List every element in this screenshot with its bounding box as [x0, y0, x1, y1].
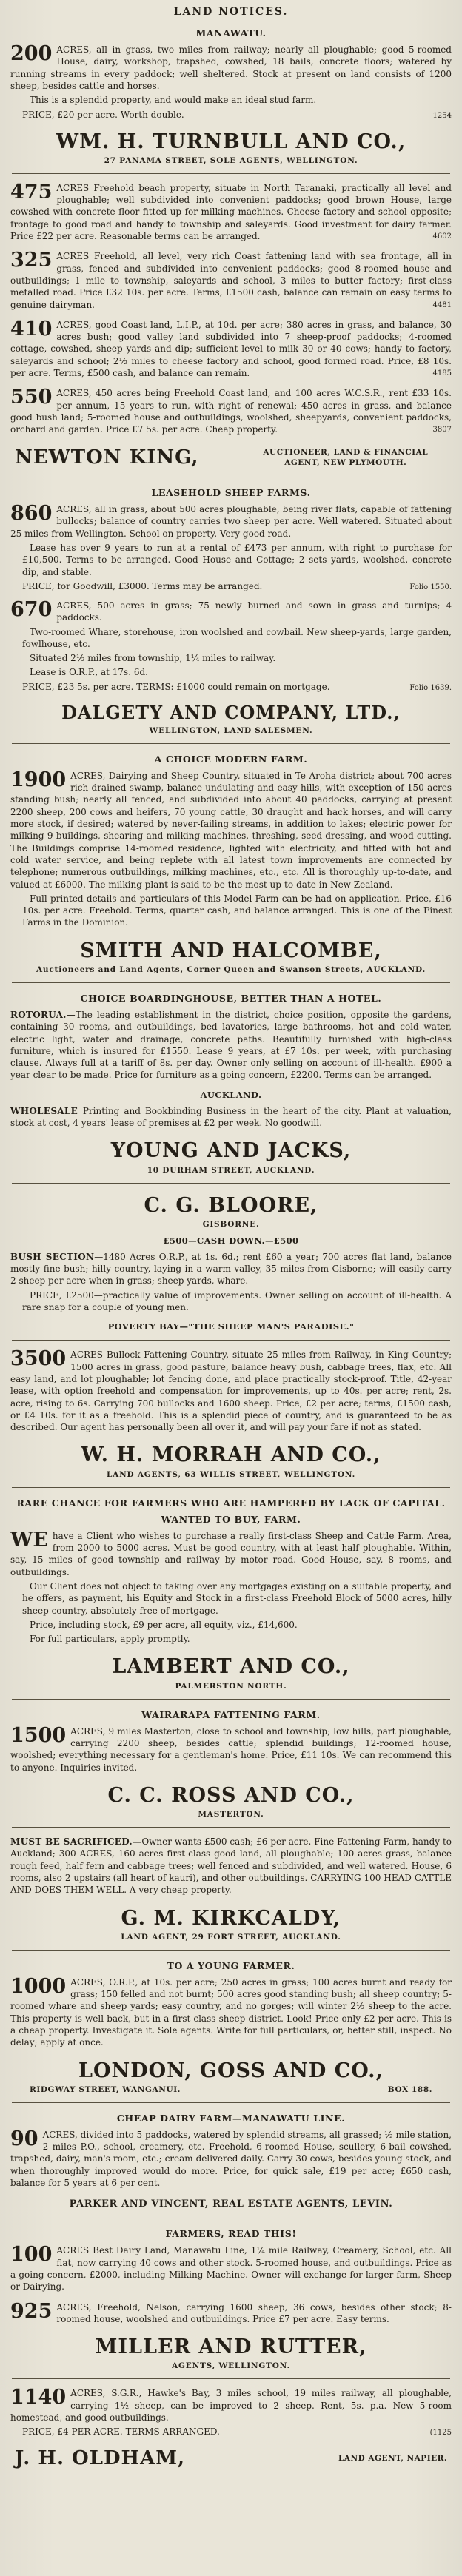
- section-heading: CHOICE BOARDINGHOUSE, BETTER THAN A HOTEL.: [80, 992, 382, 1004]
- ad-ref-number: 4185: [432, 369, 452, 378]
- firm-block: [10, 1195, 452, 1229]
- firm-name: LONDON, GOSS AND CO.,: [78, 2059, 384, 2082]
- acreage-lead: 1500: [10, 1723, 67, 1747]
- classified-ad: [10, 1836, 452, 1896]
- ad-text: 3500 ACRES Bullock Fattening Country, situate 25 miles from Railway, in King Country; 1500 acres in grass, good pasture, balance heavy bush, cabbage trees, flax, etc. All easy land, and lot ploughable; lot fencing done, and place practically stock-proof. Title, 42-year lease, with option freehold and compensation for improvements, up to 40s. per acre; rent, 2s. acre, rising to 6s. Carrying 700 bullocks and 1600 sheep. Price, £2 per acre; terms, £1500 cash, or £4 10s. for it as a freehold. This is a splendid piece of country, and is guaranteed to be as described. Our agent has personally been all over it, and will pay your fare if not as stated.: [10, 1347, 452, 1433]
- ad-lead-word: ROTORUA.—: [10, 1009, 76, 1020]
- firm-block: [10, 131, 452, 165]
- ad-text: 860 ACRES, all in grass, about 500 acres ploughable, being river flats, capable of fattening bullocks; balance of country carries two sheep per acre. Well watered. Situated about 25 miles from Wellington. School on property. Very good road.: [10, 502, 452, 539]
- price-line: [10, 110, 452, 120]
- acreage-lead: 90: [10, 2127, 38, 2150]
- firm-address: PALMERSTON NORTH.: [175, 1681, 287, 1691]
- ad-text: 90 ACRES, divided into 5 paddocks, watered by splendid streams, all grassed; ½ mile station, 2 miles P.O., school, creamery, etc. Freehold, 6-roomed House, scullery, 6-bail cowshed, trapshed, dairy, man's room, etc.; cream delivered daily. Carry 30 cows, besides young stock, and when thoroughly improved would do more. Price, for quick sale, £19 per acre; £650 cash, balance for 5 years at 6 per cent.: [10, 2127, 452, 2188]
- classified-ad: [10, 2387, 452, 2437]
- classified-ad: [10, 597, 452, 692]
- firm-block: [15, 447, 447, 469]
- firm-block: [10, 1656, 452, 1690]
- ad-text: ROTORUA.—The leading establishment in the district, choice position, opposite the gardens, containing 30 rooms, and outbuildings, bed lavatories, large bathrooms, hot and cold water, electric light, water and drainage, concrete paths. Beautifully furnished with high-class furniture, which is insured for £1550. Lease 9 years, at £7 10s. per week, with purchasing clause. Always full at a tariff of 8s. per day. Owner only selling on account of ill-health. £900 a year clear to be made. Price for furniture as a going concern, £2200. Terms can be arranged.: [10, 1009, 452, 1081]
- acreage-lead: 200: [10, 42, 53, 65]
- ad-text: 1500 ACRES, 9 miles Masterton, close to school and township; low hills, part ploughable, carrying 2200 sheep, besides cattle; splendid buildings; 12-roomed house, woolshed; everything necessary for a gentleman's home. Price, £11 10s. We can recommend this to anyone. Inquiries invited.: [10, 1723, 452, 1773]
- section-divider: [12, 1487, 450, 1488]
- price-text: PRICE, £20 per acre. Worth double.: [22, 109, 184, 120]
- firm-name: WM. H. TURNBULL AND CO.,: [56, 130, 406, 153]
- acreage-lead: 1000: [10, 1974, 67, 1998]
- firm-block: [10, 703, 452, 735]
- acreage-lead: 3500: [10, 1347, 67, 1371]
- classified-ad: [10, 1349, 452, 1433]
- section-heading: FARMERS, READ THIS!: [165, 2228, 297, 2240]
- firm-block: [10, 940, 452, 974]
- section-divider: [12, 1699, 450, 1700]
- section-heading: CHEAP DAIRY FARM—MANAWATU LINE.: [116, 2112, 346, 2124]
- acreage-lead: 475: [10, 180, 53, 204]
- classified-ad: [10, 182, 452, 243]
- classified-ad: [10, 1251, 452, 1314]
- ad-text: 410 ACRES, good Coast land, L.I.P., at 10d. per acre; 380 acres in grass, and balance, 30 acres bush; good valley land subdivided into 7 sheep-proof paddocks; 4-roomed cottage, cowshed, sheep yards and dip; sufficient level to milk 30 or 40 cows; handy to factory, saleyards and school; 2½ miles to cheese factory and school, good formed road. Price, £8 10s. per acre. Terms, £500 cash, and balance can remain. 4185: [10, 319, 452, 380]
- ad-text: 200 ACRES, all in grass, two miles from railway; nearly all ploughable; good 5-roomed House, dairy, workshop, trapshed, cowshed, 18 bails, concrete floors; watered by running streams in every paddock; well sheltered. Stock at present on land consists of 1200 sheep, besides cattle and horses.: [10, 42, 452, 91]
- acreage-lead: 325: [10, 249, 53, 272]
- ad-lead-word: MUST BE SACRIFICED.—: [10, 1837, 142, 1847]
- firm-block: [15, 2448, 447, 2469]
- price-line: [10, 2426, 452, 2437]
- firm-name: C. G. BLOORE,: [144, 1193, 318, 1217]
- section-heading: LEASEHOLD SHEEP FARMS.: [151, 487, 311, 499]
- firm-name: LAMBERT AND CO.,: [112, 1655, 350, 1679]
- firm-address: Auctioneers and Land Agents, Corner Queen and Swanson Streets, AUCKLAND.: [36, 965, 426, 974]
- firm-side-address: LAND AGENT, NAPIER.: [338, 2453, 447, 2463]
- section-heading: WANTED TO BUY, FARM.: [161, 1513, 301, 1525]
- ad-text: 100 ACRES Best Dairy Land, Manawatu Line, 1¼ mile Railway, Creamery, School, etc. All flat, now carrying 40 cows and other stock. 5-roomed house, and outbuildings. Price as a going concern, £2000, including Milking Machine. Owner will exchange for larger farm, Sheep or Dairying.: [10, 2243, 452, 2292]
- firm-name: YOUNG AND JACKS,: [110, 1139, 352, 1163]
- ad-text: 670 ACRES, 500 acres in grass; 75 newly burned and sown in grass and turnips; 4 paddocks.: [10, 597, 452, 623]
- ad-paragraph: Lease is O.R.P., at 17s. 6d.: [30, 667, 148, 678]
- acreage-lead: 1140: [10, 2386, 67, 2409]
- firm-name: G. M. KIRKCALDY,: [121, 1906, 341, 1930]
- classified-ad: [10, 1009, 452, 1081]
- firm-address-right: BOX 188.: [387, 2084, 432, 2094]
- classified-ad: [10, 250, 452, 311]
- land-notices-column: [10, 27, 452, 2469]
- firm-block: [10, 2336, 452, 2370]
- classified-ad: [10, 1105, 452, 1130]
- acreage-lead: 410: [10, 317, 53, 341]
- price-text: PRICE, £4 PER ACRE. TERMS ARRANGED.: [22, 2426, 220, 2438]
- price-line: [10, 682, 452, 692]
- firm-address-left: RIDGWAY STREET, WANGANUI.: [30, 2084, 181, 2094]
- acreage-lead: 550: [10, 386, 53, 409]
- firm-name: MILLER AND RUTTER,: [95, 2335, 367, 2359]
- firm-address: LAND AGENTS, 63 WILLIS STREET, WELLINGTON.: [106, 1469, 356, 1479]
- ad-text: 1900 ACRES, Dairying and Sheep Country, situated in Te Aroha district; about 700 acres rich drained swamp, balance undulating and easy hills, with exception of 150 acres standing bush; nearly all fenced, and subdivided into about 40 paddocks, carrying at present 2200 sheep, 200 cows and heifers, 70 young cattle, 30 draught and hack horses, and will carry more stock, if desired; watered by never-failing streams, in addition to lakes; electric power for milking 9 buildings, shearing and milking machines, threshing, seed-dressing, and wood-cutting. The Buildings comprise 14-roomed residence, lighted with electricity, and fitted with hot and cold water service, and being replete with all latest town improvements are connected by telephone; numerous outbuildings, milking machines, etc., etc. All is thoroughly up-to-date, and valued at £6000. The milking plant is said to be the most up-to-date in New Zealand.: [10, 768, 452, 890]
- section-heading: A CHOICE MODERN FARM.: [154, 753, 308, 765]
- section-heading: WAIRARAPA FATTENING FARM.: [141, 1708, 321, 1720]
- classified-ad: [10, 2244, 452, 2292]
- acreage-lead: 860: [10, 502, 53, 526]
- acreage-lead: 925: [10, 2299, 53, 2323]
- ad-text: 1140 ACRES, S.G.R., Hawke's Bay, 3 miles school, 19 miles railway, all ploughable, carrying 1½ sheep, can be improved to 2 sheep. Rent, 5s. p.a. New 5-room homestead, and good outbuildings.: [10, 2386, 452, 2423]
- section-divider: [12, 2378, 450, 2379]
- firm-name: NEWTON KING,: [15, 446, 199, 469]
- price-text: PRICE, for Goodwill, £3000. Terms may be arranged.: [22, 580, 263, 591]
- classified-ad: [10, 503, 452, 591]
- ad-text: 1000 ACRES, O.R.P., at 10s. per acre; 250 acres in grass; 100 acres burnt and ready for grass; 150 felled and not burnt; 500 acres good standing bush; all sheep country; 5-roomed whare and sheep yards; easy country, and no gorges; will winter 2½ sheep to the acre. This property is well back, but in a first-class sheep district. Look! Price only £2 per acre. This is a cheap property. Investigate it. Sole agents. Write for full particulars, or, better still, inspect. No delay; apply at once.: [10, 1974, 452, 2048]
- firm-address-row: [10, 2085, 452, 2094]
- firm-address: 27 PANAMA STREET, SOLE AGENTS, WELLINGTON.: [104, 155, 358, 165]
- ad-text: BUSH SECTION—1480 Acres O.R.P., at 1s. 6d.; rent £60 a year; 700 acres flat land, balance mostly fine bush; hilly country, laying in a warm valley, 35 miles from Gisborne; will easily carry 2 sheep per acre when in grass; sheep yards, whare.: [10, 1251, 452, 1287]
- firm-name: DALGETY AND COMPANY, LTD.,: [61, 701, 401, 723]
- section-heading: MANAWATU.: [195, 27, 267, 38]
- classified-ad: [10, 1530, 452, 1646]
- ad-paragraph: PRICE, £2500—practically value of improvements. Owner selling on account of ill-health. A rare snap for a couple of young men.: [22, 1289, 452, 1312]
- firm-block: [10, 1444, 452, 1478]
- classified-ad: [10, 319, 452, 380]
- firm-name: SMITH AND HALCOMBE,: [80, 939, 382, 962]
- folio-ref: 1254: [432, 111, 452, 120]
- classified-ad: [10, 770, 452, 929]
- ad-text: MUST BE SACRIFICED.—Owner wants £500 cash; £6 per acre. Fine Fattening Farm, handy to Auckland; 300 ACRES, 160 acres first-class good land, all ploughable; 100 acres grass, balance rough feed, half fern and cabbage trees; well fenced and subdivided, and well watered. House, 6 rooms, also 2 upstairs (all heart of kauri), and other outbuildings. CARRYING 100 HEAD CATTLE AND DOES THEM WELL. A very cheap property.: [10, 1837, 452, 1896]
- ad-paragraph: Two-roomed Whare, storehouse, iron woolshed and cowbail. New sheep-yards, large garden, fowlhouse, etc.: [22, 626, 452, 649]
- price-text: PRICE, £23 5s. per acre. TERMS: £1000 could remain on mortgage.: [22, 681, 330, 692]
- firm-address: AGENTS, WELLINGTON.: [172, 2361, 290, 2371]
- firm-block: [10, 1908, 452, 1942]
- firm-name: C. C. ROSS AND CO.,: [107, 1783, 355, 1807]
- ad-paragraph: This is a splendid property, and would make an ideal stud farm.: [30, 95, 317, 106]
- classified-ad: [10, 2129, 452, 2190]
- section-divider: [12, 2102, 450, 2103]
- classified-ad: [10, 2301, 452, 2326]
- ad-paragraph: Situated 2½ miles from township, 1¼ miles to railway.: [30, 653, 276, 664]
- acreage-lead: WE: [10, 1528, 48, 1552]
- classified-ad: [10, 1976, 452, 2049]
- folio-ref: Folio 1639.: [409, 683, 452, 692]
- center-text-line: POVERTY BAY—"THE SHEEP MAN'S PARADISE.": [107, 1321, 355, 1332]
- classified-ad: [10, 387, 452, 435]
- firm-address: 10 DURHAM STREET, AUCKLAND.: [147, 1165, 315, 1175]
- firm-block: [10, 1785, 452, 1819]
- folio-ref: Folio 1550.: [409, 583, 452, 591]
- classified-ad: [10, 1725, 452, 1774]
- firm-address: MASTERTON.: [198, 1810, 264, 1819]
- section-divider: [12, 982, 450, 983]
- ad-paragraph: Price, including stock, £9 per acre, all equity, viz., £14,600.: [30, 1619, 298, 1630]
- folio-ref: (1125: [429, 2429, 452, 2438]
- firm-address: GISBORNE.: [202, 1219, 260, 1229]
- ad-paragraph: Our Client does not object to taking over any mortgages existing on a suitable property, and he offers, as payment, his Equity and Stock in a first-class Freehold Block of 5000 acres, hilly sheep country, absolutely free of mortgage.: [22, 1580, 452, 1616]
- ad-text: 475 ACRES Freehold beach property, situate in North Taranaki, practically all level and ploughable; well subdivided into convenient paddocks; good brown House, large cowshed with concrete floor fitted up for milking machines. Cheese factory and school opposite; frontage to good road and handy to township and saleyards. Good investment for dairy farmer. Price £22 per acre. Reasonable terms can be arranged. 4602: [10, 182, 452, 243]
- ad-text: 325 ACRES Freehold, all level, very rich Coast fattening land with sea frontage, all in grass, fenced and subdivided into convenient paddocks; good 8-roomed house and outbuildings; 1 mile to township, saleyards and school, 3 miles to butter factory; first-class metalled road. Price £32 10s. per acre. Terms, £1500 cash, balance can remain on easy terms to genuine dairyman. 4481: [10, 250, 452, 311]
- center-text-line: AUCKLAND.: [200, 1089, 262, 1100]
- page-title: LAND NOTICES.: [173, 6, 289, 18]
- ad-ref-number: 3807: [432, 426, 452, 435]
- ad-lead-word: BUSH SECTION: [10, 1251, 95, 1262]
- ad-paragraph: For full particulars, apply promptly.: [30, 1634, 190, 1645]
- ad-ref-number: 4481: [432, 301, 452, 309]
- classified-ad: [10, 44, 452, 120]
- firm-block: [10, 1140, 452, 1174]
- section-divider: [12, 1950, 450, 1951]
- ad-paragraph: Full printed details and particulars of this Model Farm can be had on application. Price, £16 10s. per acre. Freehold. Terms, quarter cash, and balance arranged. This is one of the Finest Farms in the Dominion.: [22, 893, 452, 928]
- firm-block: [10, 2060, 452, 2094]
- acreage-lead: 100: [10, 2243, 53, 2267]
- section-divider: [12, 173, 450, 174]
- center-text-line: £500—CASH DOWN.—£500: [163, 1235, 299, 1246]
- ad-lead-word: WHOLESALE: [10, 1105, 83, 1116]
- ad-text: 925 ACRES, Freehold, Nelson, carrying 1600 sheep, 36 cows, besides other stock; 8-roomed house, woolshed and outbuildings. Price £7 per acre. Easy terms.: [10, 2299, 452, 2324]
- firm-line: PARKER AND VINCENT, REAL ESTATE AGENTS, LEVIN.: [69, 2198, 393, 2210]
- price-line: [10, 581, 452, 591]
- ad-text: WE have a Client who wishes to purchase a really first-class Sheep and Cattle Farm. Area, from 2000 to 5000 acres. Must be good country, with at least half ploughable. Within, say, 15 miles of good township and railway by motor road. Good House, say, 8 rooms, and outbuildings.: [10, 1528, 452, 1577]
- acreage-lead: 1900: [10, 768, 67, 791]
- section-divider: [12, 1340, 450, 1341]
- firm-name: W. H. MORRAH AND CO.,: [81, 1443, 381, 1467]
- ad-paragraph: Lease has over 9 years to run at a rental of £473 per annum, with right to purchase for £10,500. Terms to be arranged. Good House and Cottage; 2 sets yards, woolshed, concrete dip, and stable.: [22, 542, 452, 577]
- ad-ref-number: 4602: [432, 232, 452, 241]
- ad-text: WHOLESALE Printing and Bookbinding Business in the heart of the city. Plant at valuation, stock at cost, 4 years' lease of premises at £2 per week. No goodwill.: [10, 1105, 452, 1129]
- firm-address: WELLINGTON, LAND SALESMEN.: [149, 725, 313, 735]
- firm-name: J. H. OLDHAM,: [15, 2447, 186, 2470]
- section-divider: [12, 743, 450, 744]
- firm-address: LAND AGENT, 29 FORT STREET, AUCKLAND.: [121, 1932, 341, 1942]
- section-heading: TO A YOUNG FARMER.: [167, 1959, 295, 1971]
- ad-text: 550 ACRES, 450 acres being Freehold Coast land, and 100 acres W.C.S.R., rent £33 10s. per annum, 15 years to run, with right of renewal; 450 acres in grass, and balance good bush land; 5-roomed house and outbuildings, woolshed, sheepyards, convenient paddocks, orchard and garden. Price £7 5s. per acre. Cheap property. 3807: [10, 387, 452, 435]
- section-heading: RARE CHANCE FOR FARMERS WHO ARE HAMPERED BY LACK OF CAPITAL.: [16, 1497, 446, 1509]
- acreage-lead: 670: [10, 597, 53, 621]
- section-divider: [12, 1827, 450, 1828]
- section-divider: [12, 1183, 450, 1184]
- firm-side-address: AUCTIONEER, LAND & FINANCIAL AGENT, NEW PLYMOUTH.: [263, 447, 429, 468]
